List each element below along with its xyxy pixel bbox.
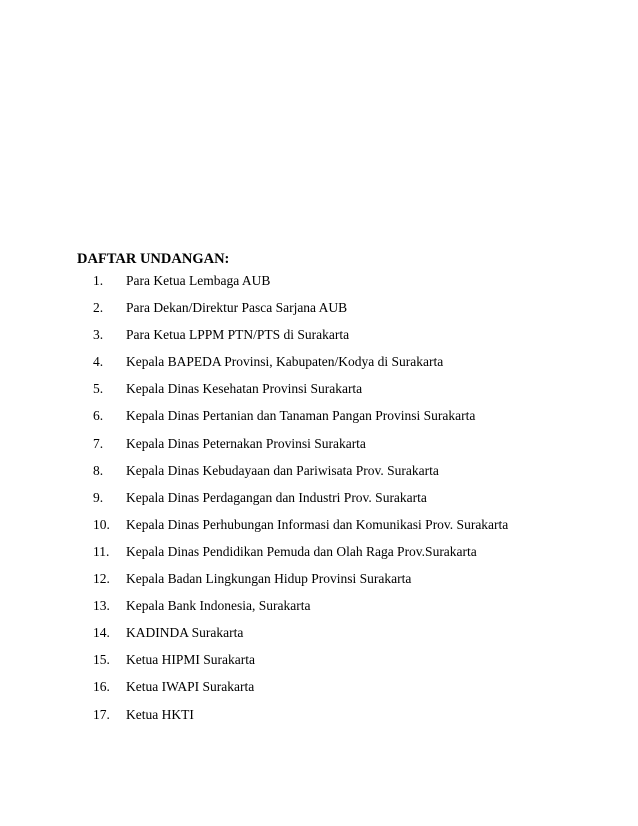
list-item	[77, 678, 597, 695]
list-item-number: 15.	[93, 652, 110, 668]
list-item	[77, 326, 597, 343]
list-item-text: Kepala Dinas Kebudayaan dan Pariwisata Prov. Surakarta	[126, 462, 439, 478]
list-item	[77, 462, 597, 479]
list-item-text: Kepala Bank Indonesia, Surakarta	[126, 598, 311, 614]
list-item	[77, 706, 597, 723]
list-item-number: 4.	[93, 354, 104, 370]
list-item-number: 13.	[93, 598, 110, 614]
invitation-section	[77, 250, 597, 733]
list-item-text: Ketua IWAPI Surakarta	[126, 679, 255, 695]
list-item	[77, 570, 597, 587]
list-item-text: Ketua HKTI	[126, 706, 194, 722]
list-item	[77, 651, 597, 668]
list-item	[77, 380, 597, 397]
list-item-number: 1.	[93, 273, 104, 288]
list-item-number: 6.	[93, 408, 104, 424]
list-item-text: Kepala Dinas Pendidikan Pemuda dan Olah Raga Prov.Surakarta	[126, 543, 477, 559]
document-title: DAFTAR UNDANGAN:	[77, 251, 230, 267]
list-item-text: Kepala BAPEDA Provinsi, Kabupaten/Kodya di Surakarta	[126, 354, 444, 370]
list-item	[77, 489, 597, 506]
list-item	[77, 353, 597, 370]
list-item-number: 2.	[93, 300, 104, 316]
list-item	[77, 407, 597, 424]
list-item	[77, 299, 597, 316]
list-item-number: 9.	[93, 489, 104, 505]
list-item-number: 17.	[93, 706, 110, 722]
list-item-text: Kepala Badan Lingkungan Hidup Provinsi Surakarta	[126, 571, 412, 587]
list-item-number: 16.	[93, 679, 110, 695]
list-item	[77, 272, 597, 289]
list-item-number: 10.	[93, 516, 110, 532]
list-item-text: Kepala Dinas Perhubungan Informasi dan Komunikasi Prov. Surakarta	[126, 516, 509, 532]
list-item-text: Kepala Dinas Kesehatan Provinsi Surakarta	[126, 381, 363, 397]
list-item-number: 12.	[93, 571, 110, 587]
list-item-text: Kepala Dinas Peternakan Provinsi Surakarta	[126, 435, 366, 451]
list-item-text: Kepala Dinas Perdagangan dan Industri Prov. Surakarta	[126, 489, 427, 505]
list-item-number: 11.	[93, 543, 110, 559]
list-item-text: Kepala Dinas Pertanian dan Tanaman Pangan Provinsi Surakarta	[126, 408, 476, 424]
list-item-number: 14.	[93, 625, 110, 641]
list-item-number: 3.	[93, 327, 104, 343]
list-item-number: 7.	[93, 435, 104, 451]
list-item	[77, 597, 597, 614]
list-item-number: 8.	[93, 462, 104, 478]
list-item	[77, 543, 597, 560]
list-item-text: Para Dekan/Direktur Pasca Sarjana AUB	[126, 300, 348, 316]
list-item-text: Ketua HIPMI Surakarta	[126, 652, 255, 668]
list-item-text: Para Ketua Lembaga AUB	[126, 273, 271, 288]
list-item-text: Para Ketua LPPM PTN/PTS di Surakarta	[126, 327, 350, 343]
list-item	[77, 624, 597, 641]
list-item-text: KADINDA Surakarta	[126, 625, 244, 641]
list-item	[77, 516, 597, 533]
invitation-list	[77, 272, 597, 723]
list-item	[77, 435, 597, 452]
list-item-number: 5.	[93, 381, 104, 397]
